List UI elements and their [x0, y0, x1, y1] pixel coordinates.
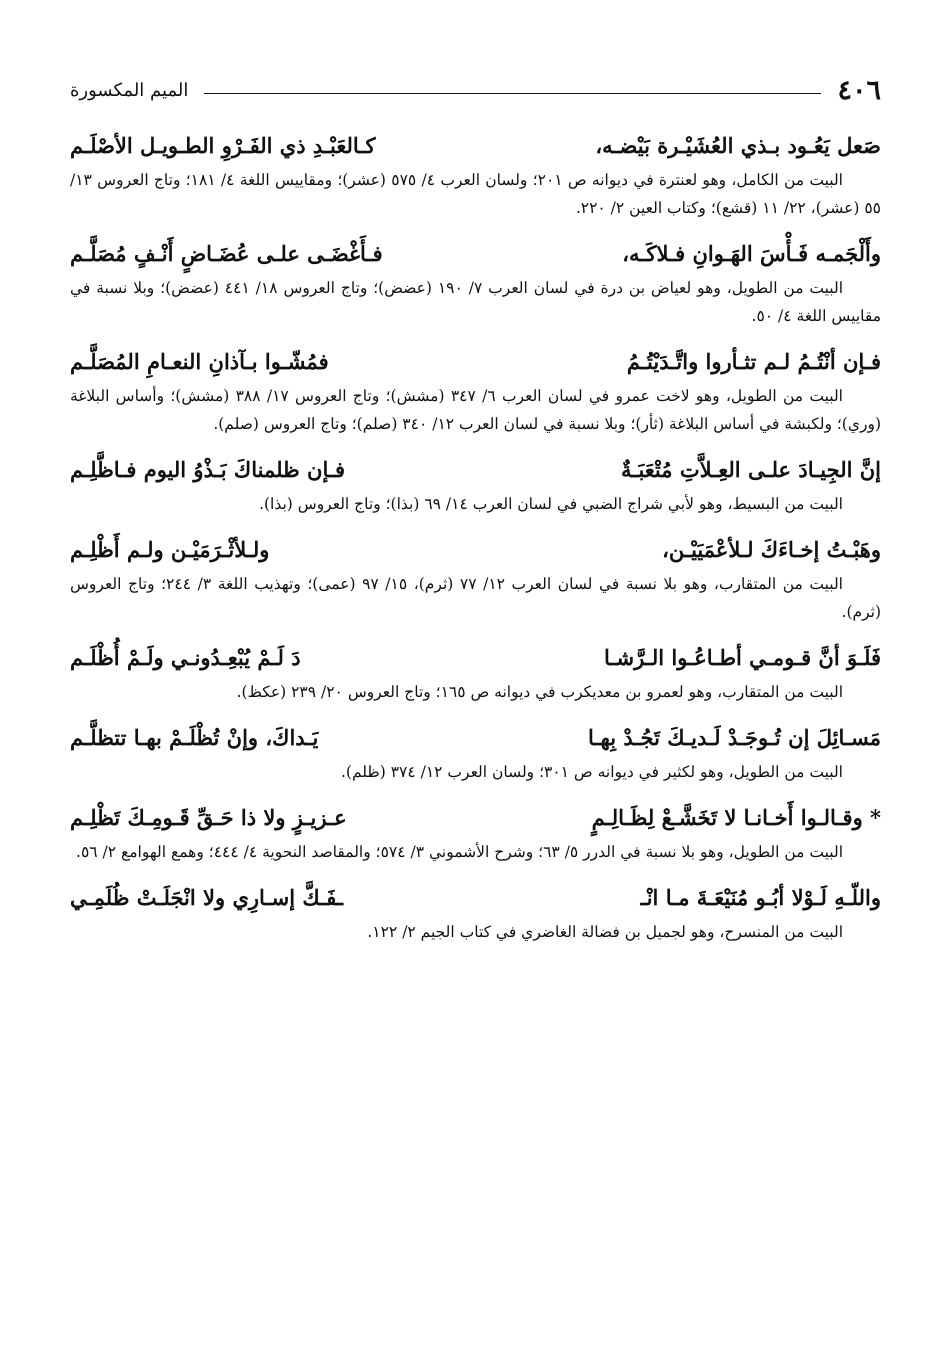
verse-second-hemistich: فـأَغْضَـى علـى عُضَـاضٍ أَنْـفٍ مُصَلَّـم: [70, 241, 383, 266]
book-page: [70, 68, 881, 958]
verse-entry: [70, 450, 881, 518]
verse-entry: [70, 234, 881, 330]
verse-source-note: البيت من الكامل، وهو لعنترة في ديوانه ص ٢٠١؛ ولسان العرب ٤/ ٥٧٥ (عشر)؛ ومقاييس اللغة ٤/ ١٨١؛ وتاج العروس ١٣/ ٥٥ (عشر)، ٢٢/ ١١ (قشع)؛ وكتاب العين ٢/ ٢٢٠.: [70, 171, 881, 217]
verse-line: [70, 530, 881, 570]
verse-line: [70, 638, 881, 678]
verse-source-note: البيت من المتقارب، وهو بلا نسبة في لسان العرب ١٢/ ٧٧ (ثرم)، ١٥/ ٩٧ (عمى)؛ وتهذيب اللغة ٣/ ٢٤٤؛ وتاج العروس (ثرم).: [70, 575, 881, 621]
chapter-title: الميم المكسورة: [70, 79, 189, 101]
verse-second-hemistich: فـإن ظلمناكَ بَـذْوُ اليوم فـاظَّلِـم: [70, 457, 346, 482]
verse-second-hemistich: يَـداكَ، وإنْ تُظْلَـمْ بهـا تتظلَّـم: [70, 725, 319, 750]
verse-source-note: البيت من الطويل، وهو بلا نسبة في الدرر ٥/ ٦٣؛ وشرح الأشموني ٣/ ٥٧٤؛ والمقاصد النحوية ٤/ ٤٤٤؛ وهمع الهوامع ٢/ ٥٦.: [76, 843, 843, 861]
verse-line: [70, 234, 881, 274]
verse-first-hemistich: * وقـالـوا أَخـانـا لا تَخَشَّـعْ لِظَـالِـمٍ: [591, 805, 881, 830]
verse-first-hemistich: فَلَـوَ أنَّ قـومـي أطـاعُـوا الـرَّشـا: [603, 645, 881, 670]
page-number: ٤٠٦: [837, 74, 881, 106]
verse-line: [70, 342, 881, 382]
verse-entry: [70, 798, 881, 866]
verse-line: [70, 126, 881, 166]
verse-second-hemistich: كـالعَبْـدِ ذي الفَـرْوِ الطـويـل الأصْلَـم: [70, 133, 376, 158]
verse-entry: [70, 342, 881, 438]
verse-second-hemistich: ـفَـكَّ إسـارِي ولا انْجَلَـتْ ظُلَمِـي: [70, 885, 343, 910]
verse-first-hemistich: إنَّ الجِيـادَ علـى العِـلاَّتِ مُتْعَبَـةٌ: [621, 457, 881, 482]
verse-entry: [70, 530, 881, 626]
verse-source-note: البيت من الطويل، وهو لكثير في ديوانه ص ٣٠١؛ ولسان العرب ١٢/ ٣٧٤ (ظلم).: [340, 763, 843, 781]
running-header: [70, 68, 881, 112]
verse-entry: [70, 126, 881, 222]
header-rule: [204, 93, 821, 94]
verse-first-hemistich: واللّـهِ لَـوْلا أبُـو مُنَيْعَـةَ مـا انْـ: [640, 885, 881, 910]
verse-entry: [70, 638, 881, 706]
verse-entry: [70, 718, 881, 786]
verse-line: [70, 878, 881, 918]
verse-entry: [70, 878, 881, 946]
verse-second-hemistich: فمُشّـوا بـآذانِ النعـامِ المُصَلَّـم: [70, 349, 329, 374]
verse-source-note: البيت من المنسرح، وهو لجميل بن فضالة الغاضري في كتاب الجيم ٢/ ١٢٢.: [367, 923, 843, 941]
verse-source-note: البيت من الطويل، وهو لاخت عمرو في لسان العرب ٦/ ٣٤٧ (مشش)؛ وتاج العروس ١٧/ ٣٨٨ (مشش)؛ وأساس البلاغة (وري)؛ ولكبشة في أساس البلاغة (ثأر)؛ وبلا نسبة في لسان العرب ١٢/ ٣٤٠ (صلم)؛ وتاج العروس (صلم).: [70, 387, 881, 433]
verse-second-hemistich: دَ لَـمْ يُبْعِـدُونـي ولَـمْ أُظْلَـم: [70, 645, 301, 670]
verse-source-note: البيت من المتقارب، وهو لعمرو بن معديكرب في ديوانه ص ١٦٥؛ وتاج العروس ٢٠/ ٢٣٩ (عكظ).: [236, 683, 843, 701]
verse-second-hemistich: ولـلأثْـرَمَيْـن ولـم أَظْلِـم: [70, 537, 270, 562]
verse-first-hemistich: وهَبْـتُ إخـاءَكَ لـلأعْمَيَيْـن،: [662, 537, 881, 562]
verse-line: [70, 718, 881, 758]
verse-source-note: البيت من الطويل، وهو لعياض بن درة في لسان العرب ٧/ ١٩٠ (عضض)؛ وتاج العروس ١٨/ ٤٤١ (عضض)؛ وبلا نسبة في مقاييس اللغة ٤/ ٥٠.: [70, 279, 881, 325]
verse-first-hemistich: وأَلْجَمـه فَـأْسَ الهَـوانِ فـلاكَـه،: [622, 241, 881, 266]
verse-first-hemistich: مَسـائِلَ إن تُـوجَـدْ لَـديـكَ تَجُـدْ بِهـا: [587, 725, 881, 750]
verse-second-hemistich: عـزيـزٍ ولا ذا حَـقِّ قَـومِـكَ تَظْلِـم: [70, 805, 347, 830]
verse-source-note: البيت من البسيط، وهو لأبي شراج الضبي في لسان العرب ١٤/ ٦٩ (بذا)؛ وتاج العروس (بذا).: [259, 495, 843, 513]
verse-first-hemistich: صَعل يَعُـود بـذي العُشَيْـرة بَيْضـه،: [595, 133, 881, 158]
verse-line: [70, 450, 881, 490]
verse-first-hemistich: فـإن أنْتُـمُ لـم تثـأروا واتَّـدَيْتُـمُ: [626, 349, 881, 374]
verse-line: [70, 798, 881, 838]
